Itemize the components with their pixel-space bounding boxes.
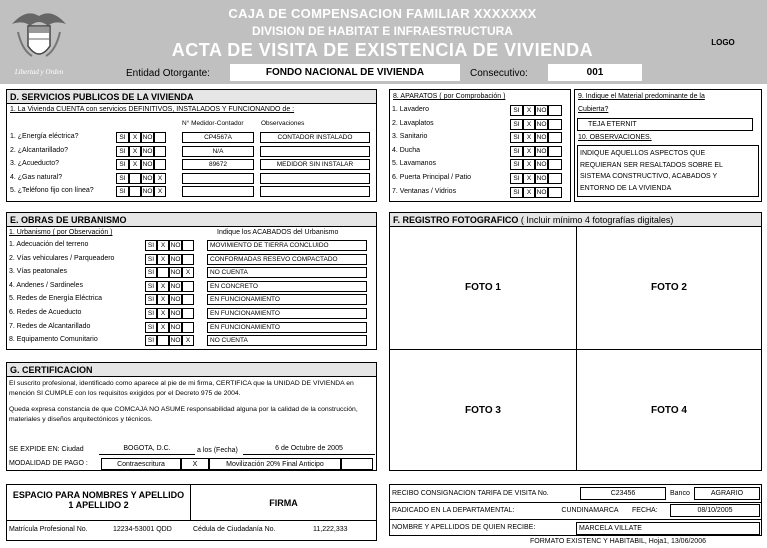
acabado-field[interactable]: NO CUENTA [207, 335, 367, 346]
col-medidor: N° Medidor-Contador [182, 120, 244, 127]
obra-row [9, 307, 375, 320]
recibo-fecha-label: FECHA: [632, 507, 658, 514]
si-box[interactable]: SI [510, 146, 523, 157]
foto-1[interactable]: FOTO 1 [465, 282, 501, 293]
si-box[interactable]: SI [510, 173, 523, 184]
si-box[interactable]: SI [116, 146, 129, 157]
no-check[interactable] [548, 159, 562, 170]
header-line1: CAJA DE COMPENSACION FAMILIAR XXXXXXX [228, 6, 537, 21]
no-check[interactable] [182, 322, 194, 333]
material-title2: Cubierta? [578, 106, 609, 113]
si-check[interactable]: X [157, 294, 169, 305]
si-box[interactable]: SI [510, 119, 523, 130]
no-box[interactable]: NO [142, 147, 153, 155]
recibo-label: RECIBO CONSIGNACION TARIFA DE VISITA No. [392, 490, 549, 497]
obra-label: 1. Adecuación del terreno [9, 241, 89, 248]
no-box[interactable]: NO [536, 147, 547, 155]
aparato-label: 3. Sanitario [392, 133, 428, 141]
si-box[interactable]: SI [510, 187, 523, 198]
no-box[interactable]: NO [142, 188, 153, 195]
servicios-subtitle: 1. La Vivienda CUENTA con servicios DEFINITIVOS, INSTALADOS Y FUNCIONANDO de : [10, 106, 295, 113]
aparato-row [392, 118, 570, 131]
si-box[interactable]: SI [116, 159, 129, 170]
medidor-field[interactable] [182, 186, 254, 197]
fecha-value[interactable]: 6 de Octubre de 2005 [243, 443, 375, 455]
servicio-label: 2. ¿Alcantarillado? [10, 146, 68, 154]
row-divider-2 [390, 519, 761, 520]
obs-box[interactable] [577, 145, 759, 197]
aparato-row [392, 158, 570, 171]
obra-row [9, 293, 375, 306]
col-obs: Observaciones [261, 120, 305, 127]
medidor-field[interactable]: N/A [182, 146, 254, 157]
consecutivo-label: Consecutivo: [470, 68, 528, 79]
registro-header [390, 213, 761, 227]
banco-label: Banco [670, 490, 690, 497]
obra-row [9, 239, 375, 252]
no-box[interactable]: NO [170, 310, 181, 317]
si-box[interactable]: SI [145, 281, 157, 292]
no-box[interactable]: NO [142, 174, 153, 182]
aparato-row [392, 145, 570, 158]
header-line2: DIVISION DE HABITAT E INFRAESTRUCTURA [252, 24, 513, 38]
si-check[interactable] [129, 173, 141, 184]
si-check[interactable]: X [523, 105, 535, 116]
aparato-label: 1. Lavadero [392, 106, 429, 113]
no-box[interactable]: NO [170, 337, 181, 345]
obra-row [9, 280, 375, 293]
motto: Libertad y Orden [14, 68, 64, 76]
no-check[interactable] [548, 119, 562, 130]
no-check[interactable] [548, 146, 562, 157]
row-divider-1 [390, 502, 761, 503]
si-check[interactable]: X [157, 254, 169, 265]
si-box[interactable]: SI [510, 105, 523, 116]
cedula-label: Cédula de Ciudadanía No. [193, 526, 276, 533]
no-check[interactable]: X [182, 335, 194, 346]
expide-label: SE EXPIDE EN: Ciudad [9, 446, 84, 453]
servicios-section [6, 89, 377, 202]
si-box[interactable]: SI [510, 132, 523, 143]
aparato-row [392, 104, 570, 117]
obra-row [9, 334, 375, 347]
si-check[interactable]: X [523, 119, 535, 130]
si-check[interactable] [129, 186, 141, 197]
servicio-label: 1. ¿Energía eléctrica? [10, 133, 79, 140]
medidor-field[interactable]: CP4567A [182, 132, 254, 143]
no-box[interactable]: NO [170, 269, 181, 277]
modalidad-2[interactable]: Movilización 20% Final Anticipo [209, 458, 341, 470]
no-check[interactable] [154, 146, 166, 157]
si-box[interactable]: SI [145, 267, 157, 278]
obra-label: 5. Redes de Energía Eléctrica [9, 295, 102, 303]
fecha-label: a los (Fecha) [197, 447, 238, 454]
obs-field[interactable] [260, 173, 370, 184]
no-check[interactable] [182, 294, 194, 305]
si-box[interactable]: SI [116, 173, 129, 184]
acabado-field[interactable]: NO CUENTA [207, 267, 367, 278]
si-box[interactable]: SI [145, 240, 157, 251]
acabado-field[interactable]: EN CONCRETO [207, 281, 367, 292]
obs-line-4: ENTORNO DE LA VIVIENDA [580, 184, 672, 192]
obs-field[interactable] [260, 146, 370, 157]
obra-label: 6. Redes de Acueducto [9, 309, 82, 316]
aparato-row [392, 186, 570, 199]
recibe-label: NOMBRE Y APELLIDOS DE QUIEN RECIBE: [392, 524, 536, 531]
cert-p1: El suscrito profesional, identificado como aparece al pie de mi firma, CERTIFICA que la UNIDAD DE VIVIENDA en mención SI CUMPLE con los requisitos exigidos por el Decreto 975 de 2004. [9, 380, 354, 397]
si-box[interactable]: SI [116, 186, 129, 197]
registro-section [389, 212, 762, 471]
si-box[interactable]: SI [145, 254, 157, 265]
registro-subtitle: ( Incluir mínimo 4 fotografías digitales) [520, 215, 674, 225]
obs-line-1: INDIQUE AQUELLOS ASPECTOS QUE [580, 150, 706, 157]
aparato-label: 6. Puerta Principal / Patio [392, 174, 471, 181]
obs-line-3: SISTEMA CONSTRUCTIVO, ACABADOS Y [580, 173, 718, 180]
material-title1: 9. Indique el Material predominante de la [578, 93, 705, 100]
no-check[interactable]: X [182, 267, 194, 278]
recibo-fecha-value[interactable]: 08/10/2005 [670, 504, 760, 517]
servicio-row [10, 185, 374, 198]
no-check[interactable] [548, 173, 562, 184]
certificacion-section [6, 362, 377, 471]
no-box[interactable]: NO [536, 134, 547, 142]
no-box[interactable]: NO [536, 175, 547, 182]
si-check[interactable]: X [157, 308, 169, 319]
obra-row [9, 266, 375, 279]
aparato-label: 5. Lavamanos [392, 160, 436, 168]
si-box[interactable]: SI [145, 294, 157, 305]
aparato-label: 2. Lavaplatos [392, 119, 434, 127]
servicio-row [10, 172, 374, 185]
obs-field[interactable]: CONTADOR INSTALADO [260, 132, 370, 143]
acabado-field[interactable]: EN FUNCIONAMIENTO [207, 294, 367, 305]
no-box[interactable]: NO [142, 134, 153, 141]
si-box[interactable]: SI [145, 335, 157, 346]
servicio-row [10, 131, 374, 144]
header-line3: ACTA DE VISITA DE EXISTENCIA DE VIVIENDA [171, 40, 594, 60]
no-check[interactable]: X [154, 186, 166, 197]
consecutivo-value[interactable]: 001 [548, 64, 642, 81]
acabado-field[interactable]: EN FUNCIONAMIENTO [207, 308, 367, 319]
no-check[interactable] [154, 132, 166, 143]
no-box[interactable]: NO [170, 323, 181, 331]
foto-2[interactable]: FOTO 2 [651, 282, 687, 293]
si-check[interactable]: X [523, 159, 535, 170]
recibo-no[interactable]: C23456 [580, 487, 666, 500]
aparato-row [392, 172, 570, 185]
obras-sub-left: 1. Urbanismo ( por Observación ) [9, 229, 113, 236]
foto-4[interactable]: FOTO 4 [651, 405, 687, 416]
obra-label: 2. Vías vehiculares / Parqueadero [9, 254, 115, 262]
recibo-section [389, 484, 762, 536]
no-box[interactable]: NO [170, 282, 181, 290]
obra-label: 3. Vías peatonales [9, 268, 67, 276]
no-check[interactable] [154, 159, 166, 170]
si-box[interactable]: SI [145, 322, 157, 333]
obra-label: 4. Andenes / Sardineles [9, 281, 83, 289]
entidad-label: Entidad Otorgante: [126, 68, 210, 79]
aparato-label: 4. Ducha [392, 146, 421, 154]
banco-value[interactable]: AGRARIO [694, 487, 760, 500]
footer-text: FORMATO EXISTENC Y HABITABIL, Hoja1, 13/06/2006 [530, 538, 706, 545]
obras-title: E. OBRAS DE URBANISMO [7, 213, 376, 227]
firmas-section [6, 484, 377, 541]
material-value[interactable]: TEJA ETERNIT [577, 118, 753, 131]
obs-field[interactable] [260, 186, 370, 197]
no-check[interactable] [182, 281, 194, 292]
obras-sub-right: Indique los ACABADOS del Urbanismo [217, 229, 339, 236]
aparato-label: 7. Ventanas / Vidrios [392, 187, 457, 195]
si-check[interactable]: X [523, 173, 535, 184]
si-check[interactable]: X [157, 322, 169, 333]
no-box[interactable]: NO [170, 255, 181, 263]
servicio-label: 3. ¿Acueducto? [10, 160, 60, 167]
acabado-field[interactable]: MOVIMIENTO DE TIERRA CONCLUIDO [207, 240, 367, 251]
si-check[interactable]: X [129, 159, 141, 170]
recibe-value[interactable]: MARCELA VILLATE [576, 522, 760, 535]
cert-p2: Queda expresa constancia de que COMCAJA NO ASUME responsabilidad alguna por la calidad de la construcción, materiales y diseños arquitectónicos y técnicos. [9, 406, 358, 423]
firma-label[interactable]: FIRMA [191, 485, 376, 521]
si-check[interactable]: X [523, 187, 535, 198]
no-check[interactable] [182, 308, 194, 319]
si-check[interactable]: X [157, 240, 169, 251]
departamental-value[interactable]: CUNDINAMARCA [561, 507, 619, 514]
no-box[interactable]: NO [142, 161, 153, 168]
modalidad-label: MODALIDAD DE PAGO : [9, 460, 88, 467]
si-check[interactable]: X [523, 132, 535, 143]
obs-line-2: REQUIERAN SER RESALTADOS SOBRE EL [580, 161, 723, 169]
aparatos-section [389, 89, 571, 202]
foto-3[interactable]: FOTO 3 [465, 405, 501, 416]
material-section [574, 89, 762, 202]
nombres-line1: ESPACIO PARA NOMBRES Y APELLIDO [12, 490, 185, 500]
servicios-title: D. SERVICIOS PUBLICOS DE LA VIVIENDA [7, 90, 376, 104]
no-check[interactable]: X [154, 173, 166, 184]
cedula-value[interactable]: 11,222,333 [313, 526, 348, 533]
si-check[interactable]: X [157, 281, 169, 292]
entidad-value[interactable]: FONDO NACIONAL DE VIVIENDA [230, 64, 460, 81]
obs-field[interactable]: MEDIDOR SIN INSTALAR [260, 159, 370, 170]
no-box[interactable]: NO [170, 242, 181, 249]
no-box[interactable]: NO [536, 107, 547, 114]
si-check[interactable]: X [129, 132, 141, 143]
no-check[interactable] [548, 132, 562, 143]
ciudad-value[interactable]: BOGOTA, D.C. [99, 443, 195, 455]
no-check[interactable] [182, 240, 194, 251]
si-check[interactable]: X [129, 146, 141, 157]
si-box[interactable]: SI [145, 308, 157, 319]
no-box[interactable]: NO [170, 296, 181, 304]
coat-of-arms [8, 6, 70, 76]
no-check[interactable] [548, 105, 562, 116]
obra-label: 7. Redes de Alcantarillado [9, 322, 91, 330]
modalidad-2-check[interactable] [341, 458, 373, 470]
matricula-label: Matrícula Profesional No. [9, 526, 88, 533]
obra-label: 8. Equipamento Comunitario [9, 336, 98, 344]
servicio-label: 4. ¿Gas natural? [10, 173, 63, 181]
aparatos-title: 8. APARATOS ( por Comprobación ) [393, 93, 506, 100]
aparato-row [392, 131, 570, 144]
servicio-row [10, 158, 374, 171]
si-box[interactable]: SI [510, 159, 523, 170]
nombres-line2: 1 APELLIDO 2 [68, 500, 129, 510]
no-check[interactable] [182, 254, 194, 265]
modalidad-x[interactable]: X [181, 458, 209, 470]
servicio-row [10, 145, 374, 158]
matricula-value[interactable]: 12234-53001 QDD [113, 526, 172, 533]
nombres-box[interactable] [7, 485, 191, 521]
modalidad-1[interactable]: Contraescritura [101, 458, 181, 470]
obra-row [9, 321, 375, 334]
no-box[interactable]: NO [536, 120, 547, 128]
registro-title: F. REGISTRO FOTOGRAFICO [393, 215, 519, 225]
obs-title: 10. OBSERVACIONES. [578, 134, 652, 141]
certificacion-title: G. CERTIFICACION [7, 363, 376, 377]
no-box[interactable]: NO [536, 161, 547, 169]
medidor-field[interactable] [182, 173, 254, 184]
si-check[interactable]: X [523, 146, 535, 157]
si-box[interactable]: SI [116, 132, 129, 143]
medidor-field[interactable]: 89672 [182, 159, 254, 170]
acabado-field[interactable]: EN FUNCIONAMIENTO [207, 322, 367, 333]
servicio-label: 5. ¿Teléfono fijo con línea? [10, 187, 94, 194]
obra-row [9, 253, 375, 266]
obras-section [6, 212, 377, 350]
radicado-label: RADICADO EN LA DEPARTAMENTAL: [392, 507, 515, 514]
acabado-field[interactable]: CONFORMADAS RESEVO COMPACTADO [207, 254, 367, 265]
logo-text: LOGO [711, 38, 735, 47]
no-box[interactable]: NO [536, 188, 547, 196]
si-check[interactable] [157, 335, 169, 346]
si-check[interactable] [157, 267, 169, 278]
no-check[interactable] [548, 187, 562, 198]
